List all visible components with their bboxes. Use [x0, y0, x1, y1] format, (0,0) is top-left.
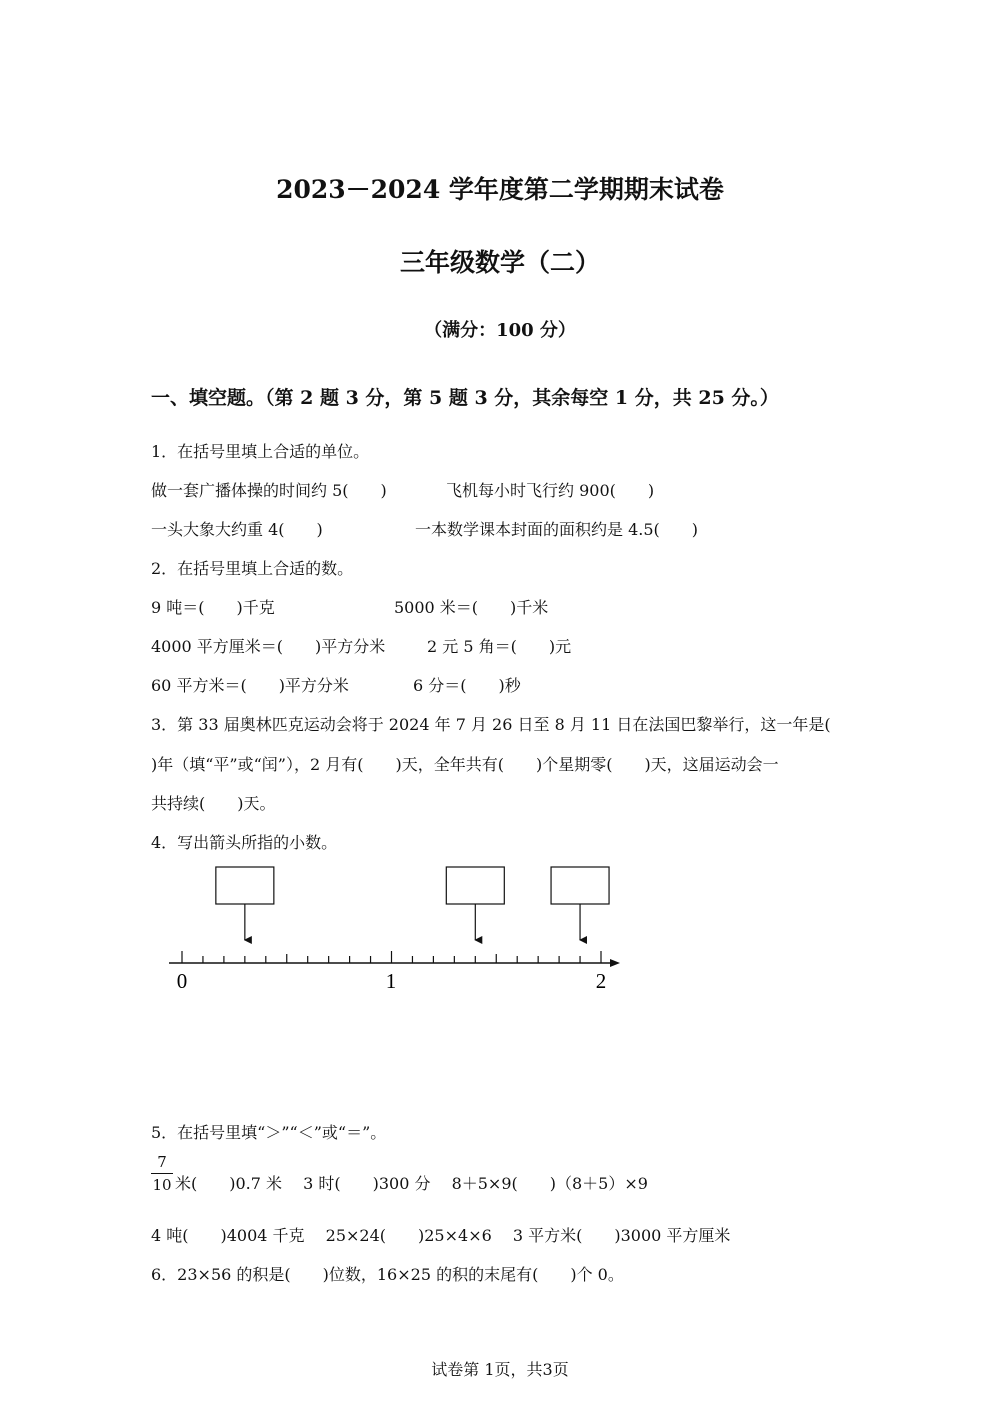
- fraction-denominator: 10: [152, 1176, 172, 1194]
- question-2-item: 6 分＝( )秒: [413, 676, 521, 695]
- question-1-prompt: 1．在括号里填上合适的单位。: [151, 442, 370, 461]
- question-5-row: 米( )0.7 米 3 时( )300 分 8＋5×9( )（8＋5）×9: [175, 1174, 648, 1193]
- question-2-item: 2 元 5 角＝( )元: [427, 637, 572, 656]
- exam-title: 2023－2024 学年度第二学期期末试卷: [276, 175, 724, 204]
- full-score: （满分：100 分）: [424, 320, 576, 341]
- number-line-arrow-icon: [610, 959, 620, 967]
- question-2-item: 60 平方米＝( )平方分米: [151, 676, 349, 695]
- answer-box: [216, 867, 274, 904]
- question-2-item: 4000 平方厘米＝( )平方分米: [151, 637, 386, 656]
- answer-box: [446, 867, 504, 904]
- question-4-prompt: 4．写出箭头所指的小数。: [151, 833, 338, 852]
- answer-box: [551, 867, 609, 904]
- question-5-row: 4 吨( )4004 千克 25×24( )25×4×6 3 平方米( )3000 平方厘米: [151, 1226, 731, 1245]
- question-2-item: 5000 米＝( )千米: [394, 598, 549, 617]
- number-line-label-0: 0: [176, 969, 188, 993]
- fraction-bar: [151, 1173, 173, 1174]
- question-1-item: 一本数学课本封面的面积约是 4.5( ): [415, 520, 699, 539]
- exam-subtitle: 三年级数学（二）: [399, 248, 600, 277]
- number-line-label-2: 2: [595, 969, 607, 993]
- fraction-seven-tenths: [151, 1152, 173, 1195]
- question-3-line: )年（填“平”或“闰”），2 月有( )天，全年共有( )个星期零( )天，这届运动会一: [151, 755, 779, 774]
- section-heading: 一、填空题。（第 2 题 3 分，第 5 题 3 分，其余每空 1 分，共 25 分。）: [151, 387, 779, 409]
- question-5-prompt: 5．在括号里填“＞”“＜”或“＝”。: [151, 1123, 387, 1142]
- question-3-line: 共持续( )天。: [151, 794, 276, 813]
- question-2-item: 9 吨＝( )千克: [151, 598, 275, 617]
- question-2-prompt: 2．在括号里填上合适的数。: [151, 559, 354, 578]
- question-1-item: 做一套广播体操的时间约 5( ): [151, 481, 387, 500]
- question-1-item: 一头大象大约重 4( ): [151, 520, 323, 539]
- number-line-label-1: 1: [385, 969, 397, 993]
- page-footer: 试卷第 1页，共3页: [431, 1360, 569, 1379]
- question-6-text: 6．23×56 的积是( )位数，16×25 的积的末尾有( )个 0。: [151, 1265, 624, 1284]
- question-1-item: 飞机每小时飞行约 900( ): [446, 481, 655, 500]
- fraction-numerator: 7: [157, 1153, 167, 1171]
- question-3-line: 3．第 33 届奥林匹克运动会将于 2024 年 7 月 26 日至 8 月 11 日在法国巴黎举行，这一年是(: [151, 715, 831, 734]
